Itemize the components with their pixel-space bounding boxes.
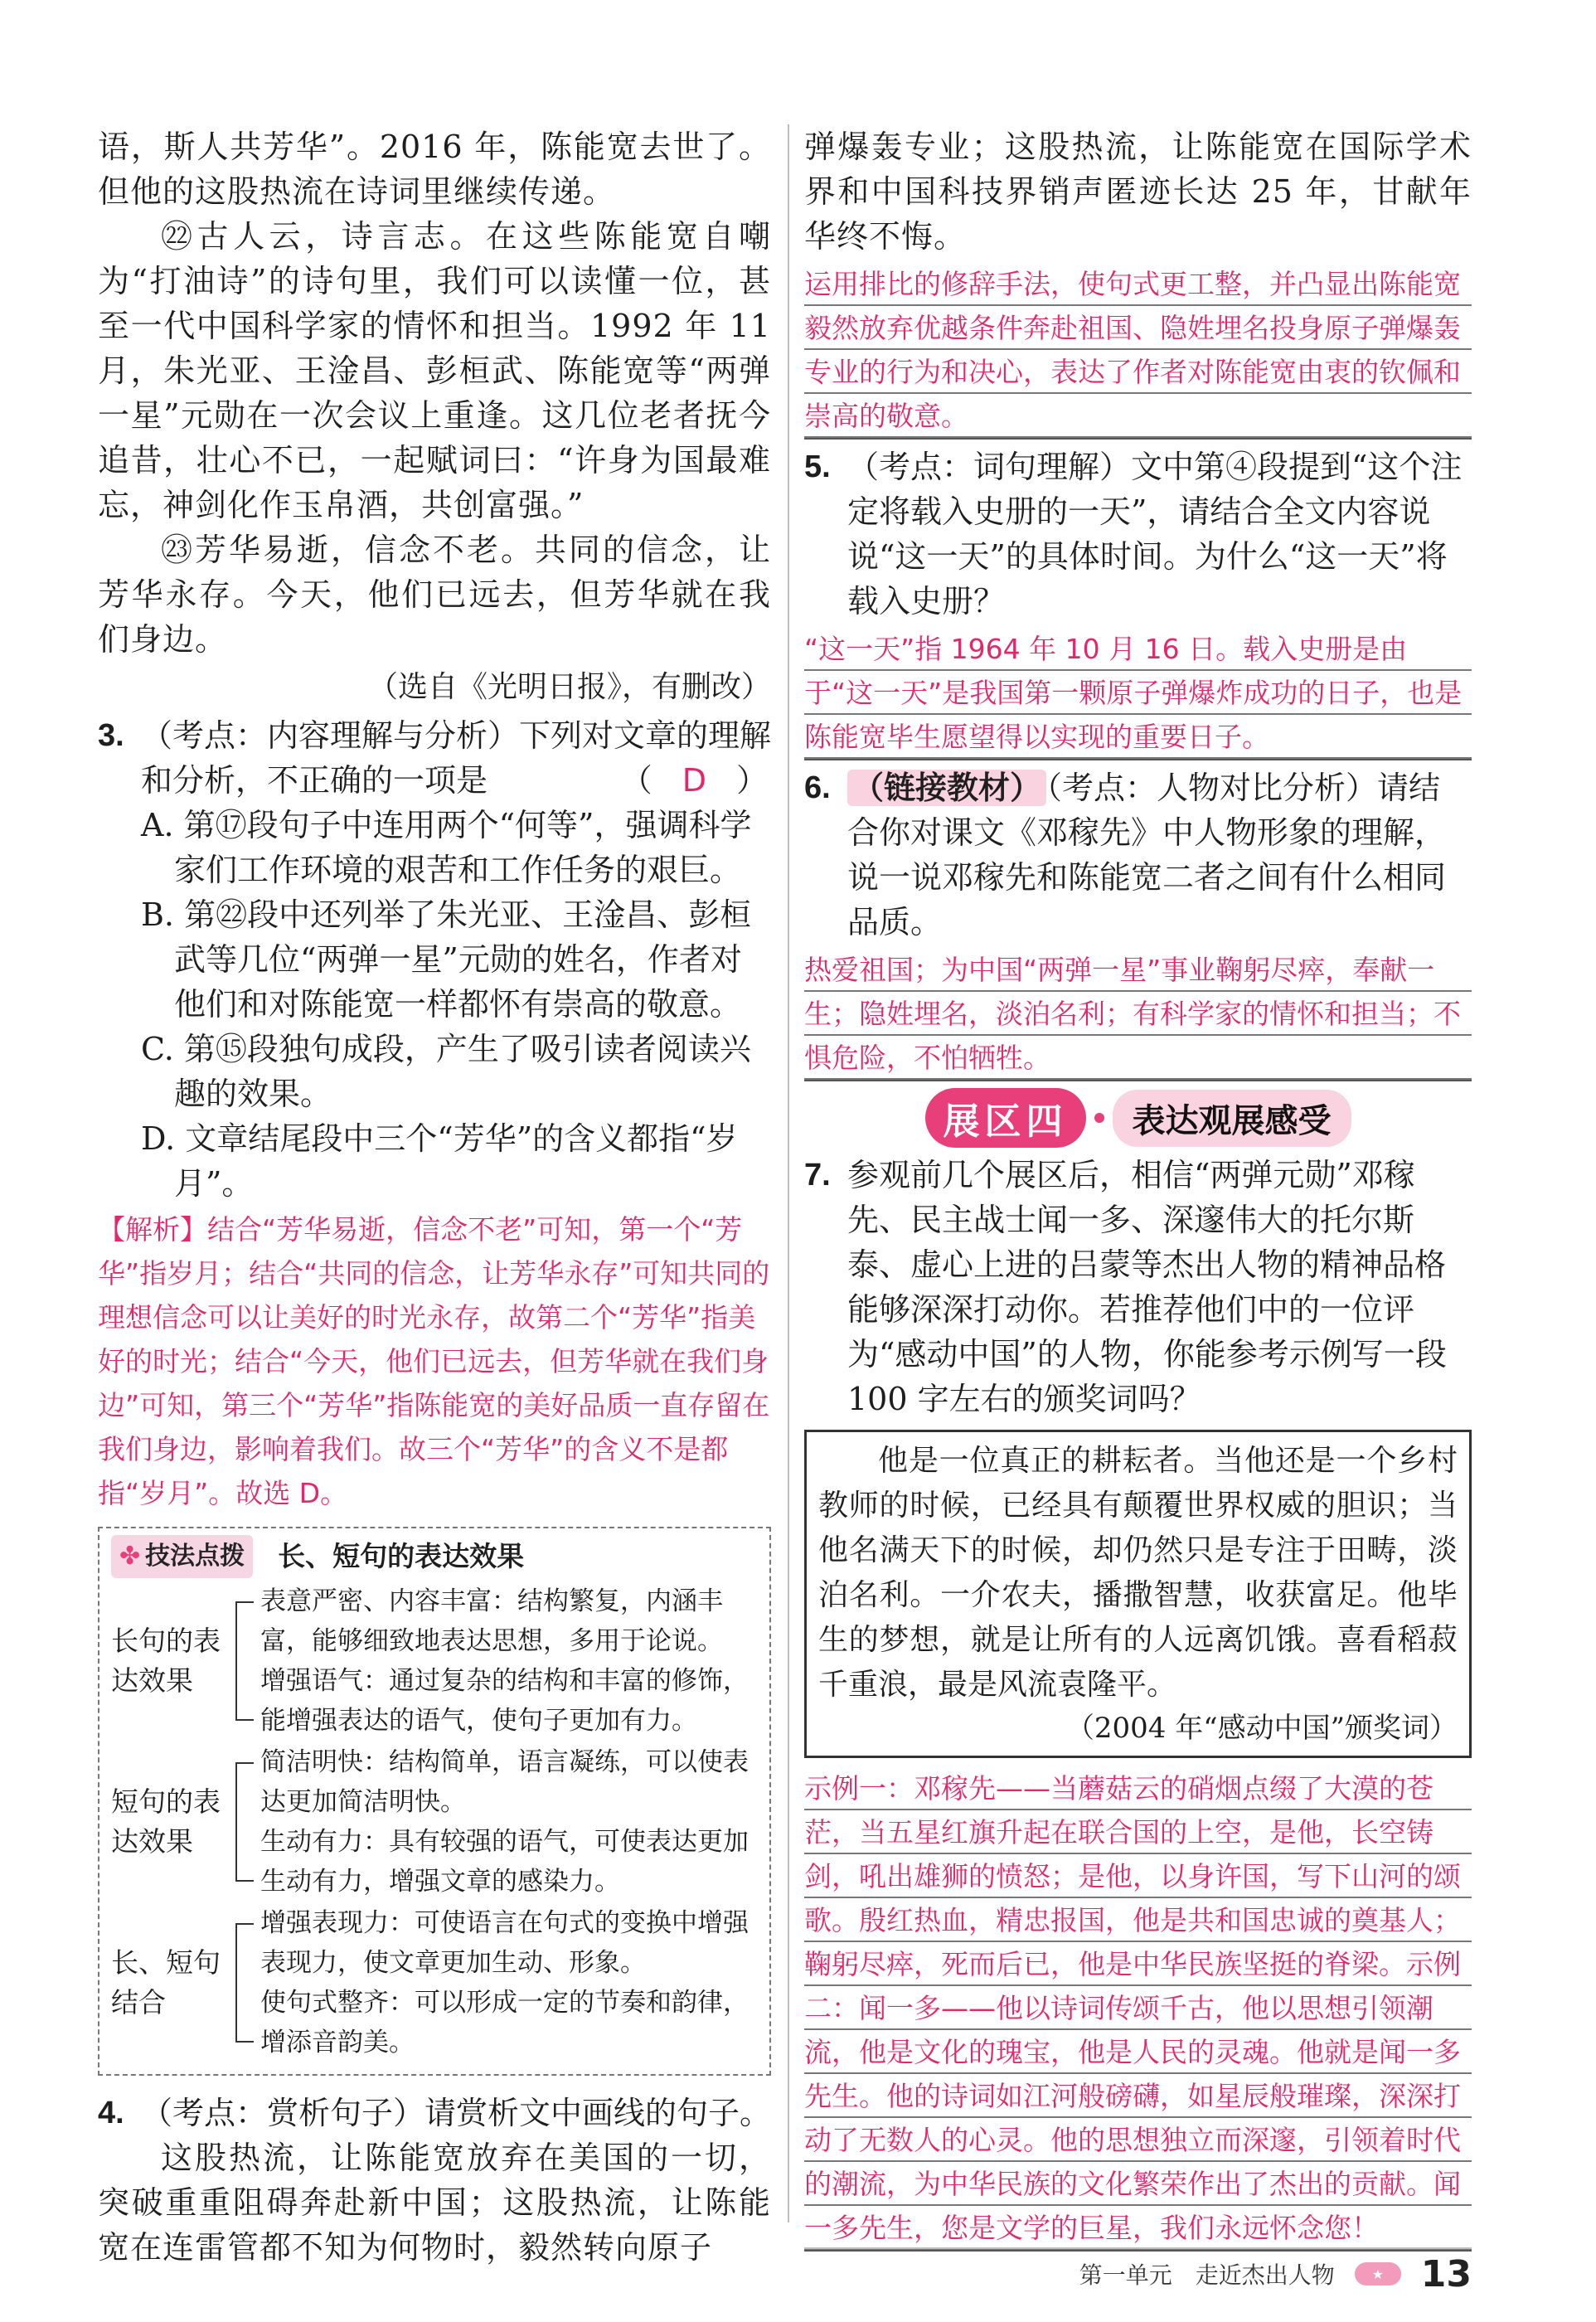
brace-icon xyxy=(235,1923,254,2043)
tip-group-long xyxy=(111,1581,758,1741)
question-stem: （考点：内容理解与分析）下列对文章的理解和分析，不正确的一项是 xyxy=(141,717,772,799)
unit-label: 第一单元 走近杰出人物 xyxy=(1079,2261,1335,2289)
tip-item: 增强表现力：可使语言在句式的变换中增强表现力，使文章更加生动、形象。 xyxy=(260,1908,749,1978)
brace-icon xyxy=(235,1762,254,1882)
question-number: 4. xyxy=(98,2096,124,2130)
example-text: 他是一位真正的耕耘者。当他还是一个乡村教师的时候，已经具有颠覆世界权威的胆识；当他名满天下的时候，却仍然只是专注于田畴，淡泊名利。一介农夫，播撒智慧，收获富足。他毕生的梦想，就是让所有的人远离饥饿。喜看稻菽千重浪，最是风流袁隆平。 xyxy=(818,1444,1458,1702)
answer-q7: 示例一：邓稼先——当蘑菇云的硝烟点缀了大漠的苍茫，当五星红旗升起在联合国的上空，是他，长空铸剑，吼出雄狮的愤怒；是他，以身许国，写下山河的颂歌。殷红热血，精忠报国，他是共和国忠诚的奠基人；鞠躬尽瘁，死而后已，他是中华民族坚挺的脊梁。示例二：闻一多——他以诗词传颂千古，他以思想引领潮流，他是文化的瑰宝，他是人民的灵魂。他就是闻一多先生。他的诗词如江河般磅礴，如星辰般璀璨，深深打动了无数人的心灵。他的思想独立而深邃，引领着时代的潮流，为中华民族的文化繁荣作出了杰出的贡献。闻一多先生，您是文学的巨星，我们永远怀念您！ xyxy=(804,1766,1472,2252)
tip-item: 表意严密、内容丰富：结构繁复，内涵丰富，能够细致地表达思想，多用于论说。 xyxy=(260,1586,723,1656)
answer-q5: “这一天”指 1964 年 10 月 16 日。载入史册是由于“这一天”是我国第一颗原子弹爆炸成功的日子，也是陈能宽毕生愿望得以实现的重要日子。 xyxy=(804,627,1472,760)
question-stem: （考点：词句理解）文中第④段提到“这个注定将载入史册的一天”，请结合全文内容说说“这一天”的具体时间。为什么“这一天”将载入史册？ xyxy=(847,449,1463,619)
dot-icon xyxy=(1094,1113,1104,1123)
answer-q4: 运用排比的修辞手法，使句式更工整，并凸显出陈能宽毅然放弃优越条件奔赴祖国、隐姓埋名投身原子弹爆轰专业的行为和决心，表达了作者对陈能宽由衷的钦佩和崇高的敬意。 xyxy=(804,262,1472,440)
tip-title: 长、短句的表达效果 xyxy=(278,1540,525,1572)
question-5 xyxy=(804,444,1472,624)
paragraph-22: ㉒古人云，诗言志。在这些陈能宽自嘲为“打油诗”的诗句里，我们可以读懂一位，甚至一代中国科学家的情怀和担当。1992 年 11 月，朱光亚、王淦昌、彭桓武、陈能宽等“两弹一星”元勋在一次会议上重逢。这几位老者抚今追昔，壮心不已，一起赋词曰：“许身为国最难忘，神剑化作玉帛酒，共创富强。” xyxy=(98,218,771,523)
clover-icon: ✤ xyxy=(119,1542,141,1571)
tip-item: 生动有力：具有较强的语气，可使表达更加生动有力，增强文章的感染力。 xyxy=(260,1827,749,1897)
question-number: 7. xyxy=(804,1158,831,1193)
column-divider xyxy=(788,124,789,2222)
brace-icon xyxy=(235,1601,254,1721)
question-number: 5. xyxy=(804,449,831,484)
option-b: B. 第㉒段中还列举了朱光亚、王淦昌、彭桓武等几位“两弹一星”元勋的姓名，作者对他们和对陈能宽一样都怀有崇高的敬意。 xyxy=(141,896,752,1023)
hall-subtitle: 表达观展感受 xyxy=(1113,1090,1351,1147)
tip-group-label: 长句的表达效果 xyxy=(111,1625,221,1697)
question-number: 6. xyxy=(804,770,831,805)
question-stem: （考点：赏析句子）请赏析文中画线的句子。 xyxy=(141,2095,772,2131)
paragraph-continued: 语，斯人共芳华”。2016 年，陈能宽去世了。但他的这股热流在诗词里继续传递。 xyxy=(98,129,771,210)
right-column xyxy=(804,124,1472,2256)
exhibit-hall-banner xyxy=(804,1088,1472,1148)
answer-bracket xyxy=(621,758,768,803)
question-3 xyxy=(98,713,771,1206)
option-d: D. 文章结尾段中三个“芳华”的含义都指“岁月”。 xyxy=(141,1120,738,1202)
question-4 xyxy=(98,2091,771,2135)
textbook-link-tag: （链接教材） xyxy=(847,770,1046,806)
quoted-sentence: 这股热流，让陈能宽放弃在美国的一切，突破重重阻碍奔赴新中国；这股热流，让陈能宽在连雷管都不知为何物时，毅然转向原子 xyxy=(98,2140,771,2266)
tip-box xyxy=(98,1527,771,2076)
question-stem: （考点：人物对比分析）请结合你对课文《邓稼先》中人物形象的理解，说一说邓稼先和陈能宽二者之间有什么相同品质。 xyxy=(847,770,1447,940)
example-source: （2004 年“感动中国”颁奖词） xyxy=(1065,1712,1458,1745)
tip-item: 使句式整齐：可以形成一定的节奏和韵律，增添音韵美。 xyxy=(260,1988,749,2057)
example-box xyxy=(804,1430,1472,1758)
tip-item: 简洁明快：结构简单，语言凝练，可以使表达更加简洁明快。 xyxy=(260,1747,749,1817)
hall-pill: 展区四 xyxy=(925,1088,1086,1148)
left-column xyxy=(98,124,771,2270)
brand-logo-icon: ★ xyxy=(1355,2262,1401,2286)
question-7 xyxy=(804,1153,1472,1421)
page-footer xyxy=(804,2247,1472,2299)
tip-badge-label: 技法点拨 xyxy=(145,1542,245,1571)
article-source: （选自《光明日报》，有删改） xyxy=(367,670,771,704)
tip-group-label: 长、短句结合 xyxy=(111,1946,221,2018)
answer-q6: 热爱祖国；为中国“两弹一星”事业鞠躬尽瘁，奉献一生；隐姓埋名，淡泊名利；有科学家的情怀和担当；不惧危险，不怕牺牲。 xyxy=(804,948,1472,1081)
choice-answer: D xyxy=(682,762,706,799)
tip-group-mixed xyxy=(111,1903,758,2062)
tip-item: 增强语气：通过复杂的结构和丰富的修饰，能增强表达的语气，使句子更加有力。 xyxy=(260,1666,749,1736)
tip-badge xyxy=(111,1535,253,1578)
question-stem: 参观前几个展区后，相信“两弹元勋”邓稼先、民主战士闻一多、深邃伟大的托尔斯泰、虚心上进的吕蒙等杰出人物的精神品格能够深深打动你。若推荐他们中的一位评为“感动中国”的人物，你能参考示例写一段 100 字左右的颁奖词吗？ xyxy=(847,1157,1447,1417)
tip-group-short xyxy=(111,1742,758,1902)
analysis-text: 【解析】结合“芳华易逝，信念不老”可知，第一个“芳华”指岁月；结合“共同的信念，让芳华永存”可知共同的理想信念可以让美好的时光永存，故第二个“芳华”指美好的时光；结合“今天，他们已远去，但芳华就在我们身边”可知，第三个“芳华”指陈能宽的美好品质一直存留在我们身边，影响着我们。故三个“芳华”的含义不是都指“岁月”。故选 D。 xyxy=(98,1213,770,1509)
question-number: 3. xyxy=(98,718,124,753)
option-c: C. 第⑮段独句成段，产生了吸引读者阅读兴趣的效果。 xyxy=(141,1031,751,1112)
bracket-open: （ xyxy=(620,762,652,799)
quoted-sentence-continued: 弹爆轰专业；这股热流，让陈能宽在国际学术界和中国科技界销声匿迹长达 25 年，甘献年华终不悔。 xyxy=(804,129,1472,255)
paragraph-23: ㉓芳华易逝，信念不老。共同的信念，让芳华永存。今天，他们已远去，但芳华就在我们身边。 xyxy=(98,532,771,658)
tip-header xyxy=(111,1535,758,1578)
question-6 xyxy=(804,765,1472,945)
tip-group-label: 短句的表达效果 xyxy=(111,1785,221,1858)
option-a: A. 第⑰段句子中连用两个“何等”，强调科学家们工作环境的艰苦和工作任务的艰巨。 xyxy=(141,807,752,888)
bracket-close: ） xyxy=(735,762,768,799)
page-number: 13 xyxy=(1420,2252,1472,2295)
